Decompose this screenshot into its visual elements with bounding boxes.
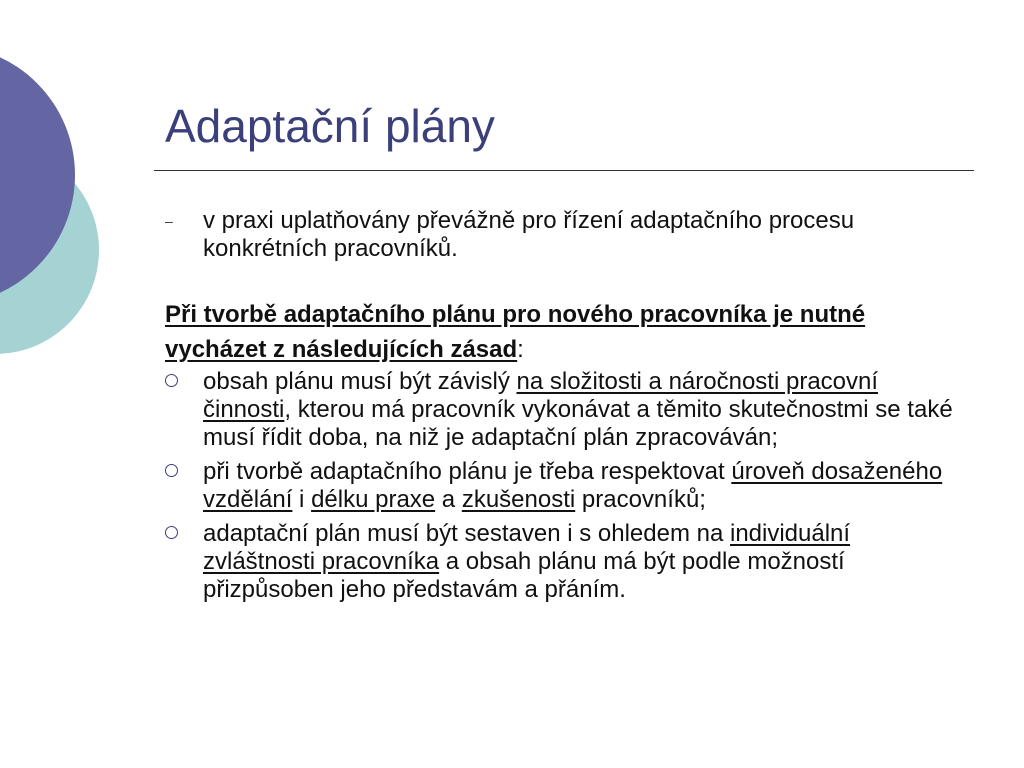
bullet-text: při tvorbě adaptačního plánu je třeba respektovat: [203, 458, 732, 485]
bullet-emphasis: zkušenosti: [461, 486, 576, 513]
circle-bullet-icon: [165, 526, 178, 539]
bullet-item-education: [165, 458, 965, 514]
bullet-emphasis: délku praxe: [311, 486, 436, 513]
intro-text: v praxi uplatňovány převážně pro řízení adaptačního procesu konkrétních pracovníků.: [203, 207, 855, 262]
intro-item: [165, 207, 965, 263]
bullet-text: pracovníků;: [575, 486, 706, 513]
bullet-text: adaptační plán musí být sestaven i s ohledem na: [203, 520, 730, 547]
circle-bullet-icon: [165, 374, 178, 387]
bullet-item-complexity: [165, 368, 965, 452]
bullet-text: a obsah plánu má být podle možností přizpůsoben jeho představám a přáním.: [203, 548, 845, 603]
bullet-text: i: [292, 486, 312, 513]
dash-marker: –: [165, 213, 173, 229]
decorative-circles: [0, 0, 140, 420]
slide-content: [165, 207, 965, 610]
circle-bullet-icon: [165, 464, 178, 477]
bullet-item-individual: [165, 520, 965, 604]
section-heading-text: Při tvorbě adaptačního plánu pro nového pracovníka je nutné vycházet z následujících zásad: [165, 301, 866, 363]
bullet-emphasis: na složitosti a náročnosti pracovní činnosti: [203, 368, 879, 423]
title-divider: [154, 170, 974, 171]
section-heading-colon: :: [517, 336, 524, 363]
section-heading: [165, 297, 965, 367]
slide-title: Adaptační plány: [165, 100, 495, 152]
bullet-emphasis: individuální zvláštnosti pracovníka: [203, 520, 851, 575]
bullet-text: , kterou má pracovník vykonávat a těmito skutečnostmi se také musí řídit doba, na niž je adaptační plán zpracováván;: [203, 396, 953, 451]
bullet-emphasis: úroveň dosaženého vzdělání: [203, 458, 943, 513]
bullet-text: obsah plánu musí být závislý: [203, 368, 517, 395]
bullet-text: a: [435, 486, 462, 513]
